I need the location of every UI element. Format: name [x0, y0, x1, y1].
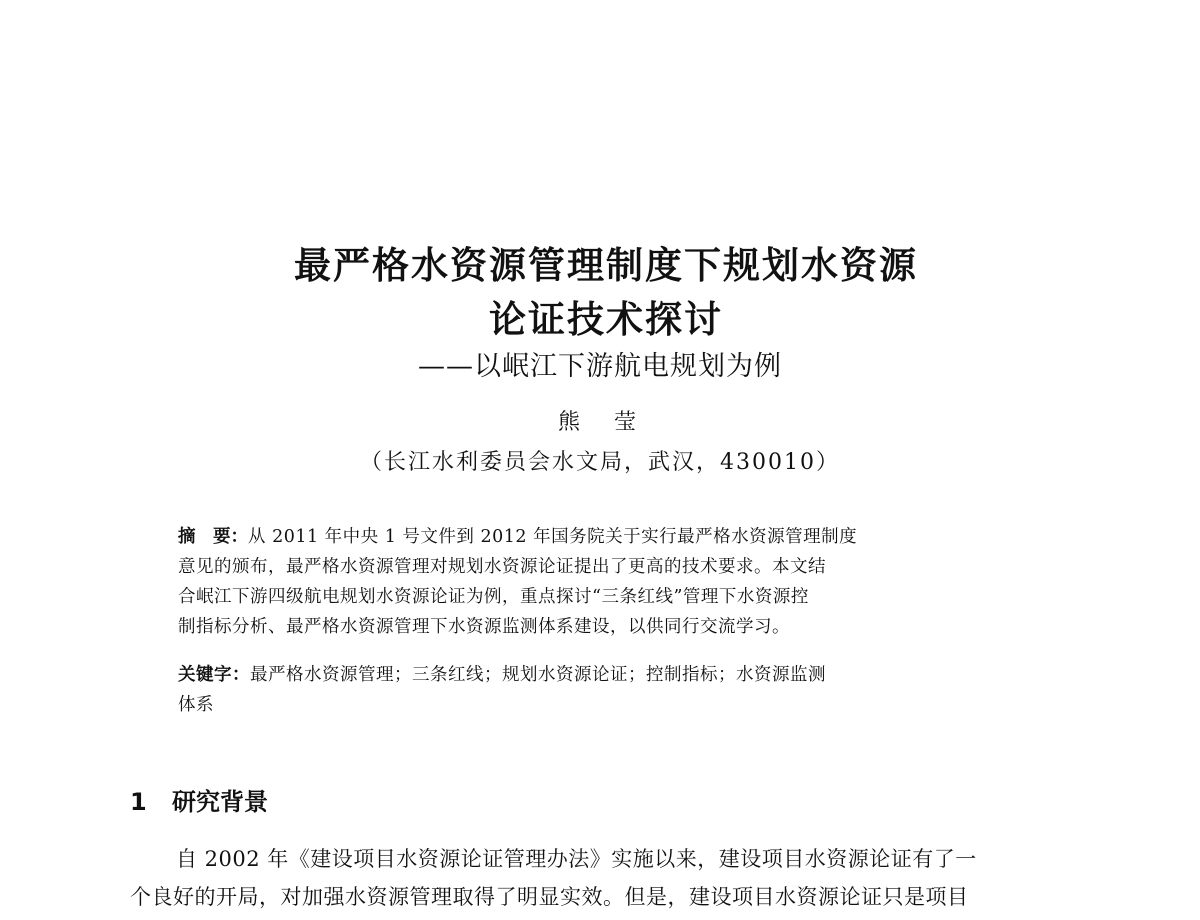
abstract-line: 合岷江下游四级航电规划水资源论证为例，重点探讨“三条红线”管理下水资源控	[178, 587, 809, 607]
body-line: 个良好的开局，对加强水资源管理取得了明显实效。但是，建设项目水资源论证只是项目	[130, 885, 969, 909]
abstract-line: 制指标分析、最严格水资源管理下水资源监测体系建设，以供同行交流学习。	[178, 617, 790, 637]
author-name: 熊 莹	[557, 410, 642, 435]
keywords-line	[178, 660, 1046, 690]
section-heading	[130, 786, 268, 818]
author-affiliation: （长江水利委员会水文局，武汉，430010）	[360, 450, 840, 475]
body-line: 自 2002 年《建设项目水资源论证管理办法》实施以来，建设项目水资源论证有了一	[176, 847, 977, 871]
keywords-label: 关键字：	[178, 665, 250, 685]
section-title: 研究背景	[172, 788, 268, 816]
paper-title-line-2: 论证技术探讨	[489, 298, 723, 341]
abstract-label: 摘 要：	[178, 527, 248, 547]
abstract-text: 从 2011 年中央 1 号文件到 2012 年国务院关于实行最严格水资源管理制度	[248, 527, 858, 547]
keywords-line: 体系	[178, 695, 214, 715]
abstract-line: 意见的颁布，最严格水资源管理对规划水资源论证提出了更高的技术要求。本文结	[178, 557, 826, 577]
keywords-text: 最严格水资源管理；三条红线；规划水资源论证；控制指标；水资源监测	[250, 665, 826, 685]
paper-title-line-1: 最严格水资源管理制度下规划水资源	[294, 244, 918, 287]
section-body	[130, 840, 1080, 916]
abstract-line	[178, 522, 1046, 552]
section-number: 1	[130, 788, 147, 816]
abstract-block	[178, 522, 1046, 642]
paper-subtitle: ——以岷江下游航电规划为例	[418, 351, 782, 382]
keywords-block	[178, 660, 1046, 720]
